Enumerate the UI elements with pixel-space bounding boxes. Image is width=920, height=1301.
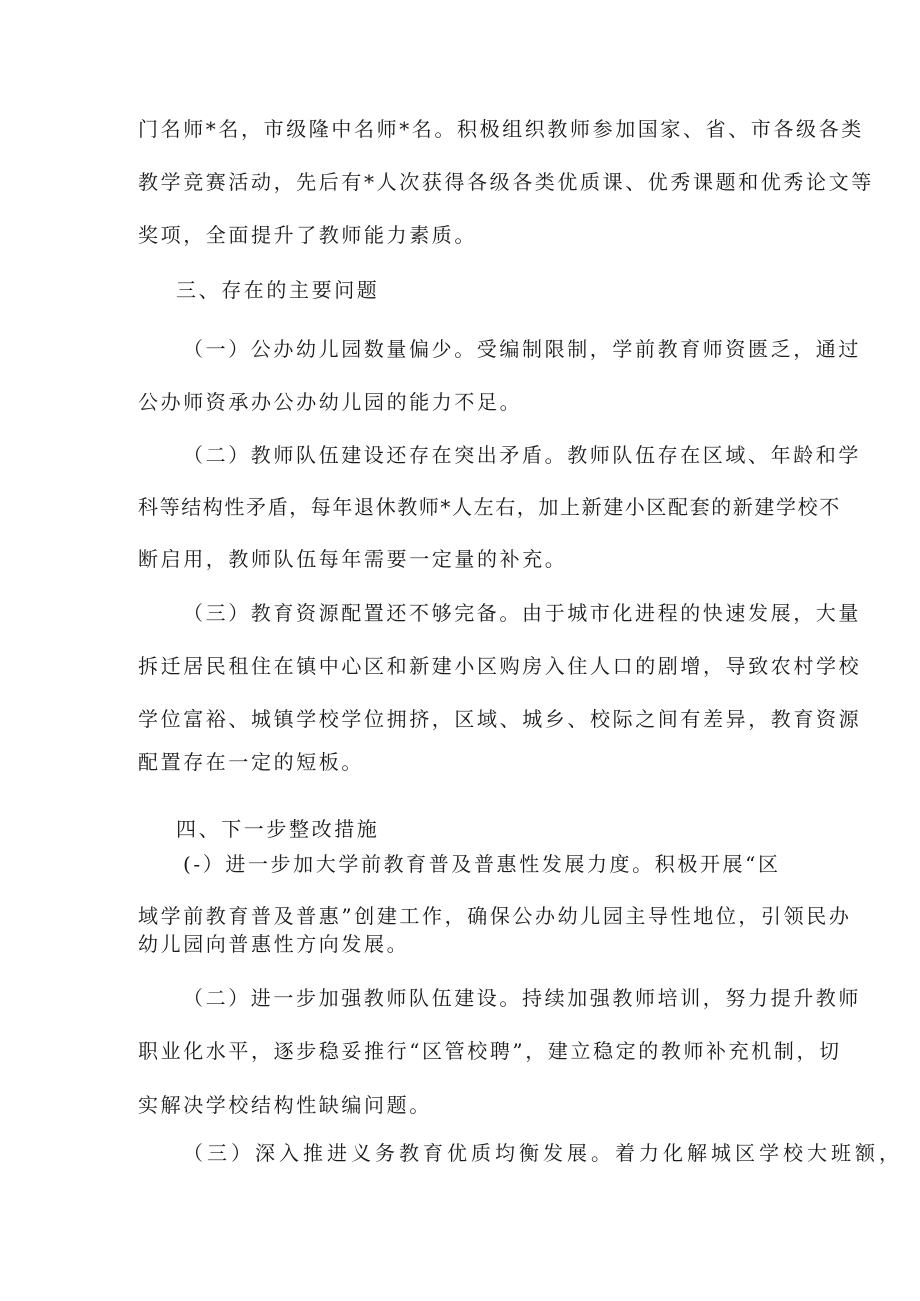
paragraph-line: （三）深入推进义务教育优质均衡发展。着力化解城区学校大班额， <box>183 1141 903 1165</box>
paragraph-line: （一）公办幼儿园数量偏少。受编制限制，学前教育师资匮乏，通过 <box>183 337 861 361</box>
paragraph-line: 配置存在一定的短板。 <box>138 750 364 774</box>
paragraph-line: 域学前教育普及普惠”创建工作，确保公办幼儿园主导性地位，引领民办 <box>138 904 852 928</box>
section-heading: 三、存在的主要问题 <box>176 278 380 302</box>
paragraph-line: 教学竞赛活动，先后有*人次获得各级各类优质课、优秀课题和优秀论文等 <box>138 170 874 194</box>
paragraph-line: 门名师*名，市级隆中名师*名。积极组织教师参加国家、省、市各级各类 <box>138 117 864 141</box>
paragraph-line: （二）教师队伍建设还存在突出矛盾。教师队伍存在区域、年龄和学 <box>183 443 861 467</box>
paragraph-line: 拆迁居民租住在镇中心区和新建小区购房入住人口的剧增，导致农村学校 <box>138 654 862 678</box>
paragraph-line: 科等结构性矛盾，每年退休教师*人左右，加上新建小区配套的新建学校不 <box>138 495 841 519</box>
paragraph-line: 职业化水平，逐步稳妥推行“区管校聘”，建立稳定的教师补充机制，切 <box>138 1039 842 1063</box>
paragraph-line: 实解决学校结构性缺编问题。 <box>138 1093 432 1117</box>
paragraph-line: 幼儿园向普惠性方向发展。 <box>138 932 410 956</box>
paragraph-line: 奖项，全面提升了教师能力素质。 <box>138 223 477 247</box>
paragraph-line: 学位富裕、城镇学校学位拥挤，区域、城乡、校际之间有差异，教育资源 <box>138 707 862 731</box>
paragraph-line: （三）教育资源配置还不够完备。由于城市化进程的快速发展，大量 <box>183 601 861 625</box>
paragraph-line: 公办师资承办公办幼儿园的能力不足。 <box>138 390 523 414</box>
paragraph-line: 断启用，教师队伍每年需要一定量的补充。 <box>138 547 568 571</box>
section-heading: 四、下一步整改措施 <box>176 817 380 841</box>
paragraph-line: （二）进一步加强教师队伍建设。持续加强教师培训，努力提升教师 <box>183 986 861 1010</box>
paragraph-line: (-）进一步加大学前教育普及普惠性发展力度。积极开展“区 <box>183 852 781 876</box>
